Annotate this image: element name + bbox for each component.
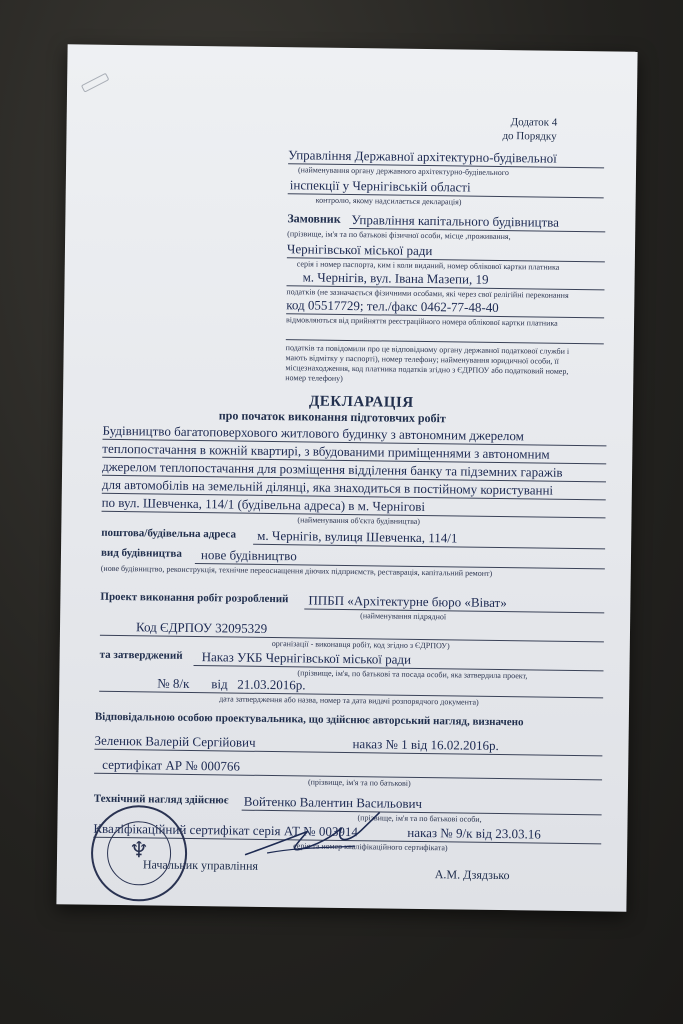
project-value: ППБП «Архітектурне бюро «Віват»	[308, 592, 507, 611]
customer-note-5b: мають відмітку у паспорті), номер телефону; найменування юридичної особи, її	[285, 353, 559, 366]
technical-order: наказ № 9/к від 23.03.16	[407, 824, 541, 842]
customer-note-5c: місцезнаходження, код платника податків згідно з ЄДРПОУ або податковий номер,	[285, 363, 569, 376]
customer-value-4: код 05517729; тел./факс 0462-77-48-40	[286, 297, 499, 315]
declaration-title: ДЕКЛАРАЦІЯ	[308, 393, 414, 411]
declaration-subtitle: про початок виконання підготовчих робіт	[218, 408, 446, 426]
address-value: м. Чернігів, вулиця Шевченка, 114/1	[257, 527, 458, 546]
approved-label: та затверджений	[99, 648, 183, 662]
staple	[81, 73, 110, 93]
customer-note-5a: податків та повідомили про це відповідному органу державної податкової служби і	[285, 343, 570, 356]
technical-label: Технічний нагляд здійснює	[93, 792, 229, 807]
supervision-label: Відповідальною особою проектувальника, що здійснює авторський нагляд, визначено	[94, 710, 524, 729]
object-line-3: джерелом теплопостачання для розміщення відділення банку та підземних гаражів	[102, 458, 563, 480]
object-line-4: для автомобілів на земельній ділянці, яка знаходиться в постійному користуванні	[101, 476, 554, 498]
project-note-2: організації - виконавця робіт, код згідно з ЄДРПОУ)	[271, 639, 450, 651]
customer-value-1: Управління капітального будівництва	[351, 212, 560, 230]
appendix-number: Додаток 4	[510, 116, 558, 129]
recipient-line-2: інспекції у Чернігівській області	[289, 177, 471, 195]
order-date: 21.03.2016р.	[237, 676, 306, 693]
declaration-paper	[56, 44, 637, 911]
trident-icon: ♆	[128, 837, 150, 863]
address-label: поштова/будівельна адреса	[101, 526, 237, 541]
approved-value: Наказ УКБ Чернігівської міської ради	[201, 649, 412, 667]
signatory-position: Начальник управління	[142, 857, 259, 873]
construction-type-value: нове будівництво	[200, 547, 297, 564]
recipient-note-2: контролю, якому надсилається декларація)	[315, 195, 462, 207]
order-number: № 8/к	[157, 675, 190, 691]
customer-value-3: м. Чернігів, вул. Івана Мазепи, 19	[302, 269, 489, 287]
supervision-order: наказ № 1 від 16.02.2016р.	[352, 736, 499, 754]
supervision-note: (прізвище, ім'я та по батькові)	[307, 777, 411, 788]
signatory-name: А.М. Дзядзько	[434, 867, 510, 883]
technical-note-2: серія та номер кваліфікаційного сертифіката)	[293, 841, 448, 853]
object-line-1: Будівництво багатоповерхового житлового будинку з автономним джерелом	[102, 422, 525, 444]
technical-note-1: (прізвище, ім'я та по батькові особи,	[357, 813, 482, 824]
technical-certificate: Кваліфікаційний сертифікат серія АТ № 003914	[93, 820, 358, 840]
customer-value-2: Чернігівської міської ради	[286, 241, 433, 259]
object-note: (найменування об'єкта будівництва)	[297, 515, 421, 526]
recipient-line-1: Управління Державної архітектурно-будівельної	[288, 147, 557, 166]
customer-note-1: (прізвище, ім'я та по батькові фізичної особи, місце ,проживання,	[287, 229, 511, 242]
supervision-name: Зеленюк Валерій Сергійович	[94, 732, 256, 750]
project-note-1: (найменування підрядної	[360, 611, 447, 622]
appendix-order: до Порядку	[502, 130, 557, 143]
project-code: Код ЄДРПОУ 32095329	[135, 619, 268, 636]
customer-label: Замовник	[287, 211, 341, 226]
handwritten-signature	[237, 807, 388, 869]
customer-note-2: серія і номер паспорта, ким і коли виданий, номер облікової картки платника	[296, 259, 560, 272]
project-note-4: дата затвердження або назва, номер та дата видачі розпорядчого документа)	[219, 694, 479, 707]
official-stamp	[90, 805, 187, 902]
object-line-5: по вул. Шевченка, 114/1 (будівельна адреса) в м. Чернігові	[101, 494, 426, 515]
order-from: від	[211, 676, 228, 692]
supervision-certificate: сертифікат АР № 000766	[102, 756, 241, 774]
construction-type-note: (нове будівництво, реконструкція, технічне переоснащення діючих підприємств, реставрація, капітальний ремонт)	[100, 563, 493, 578]
project-note-3: (прізвище, ім'я, по батькові та посада особи, яка затвердила проект,	[297, 668, 528, 681]
technical-name: Войтенко Валентин Васильович	[243, 793, 423, 812]
rule	[94, 749, 602, 757]
customer-note-3: податків (не зазначається фізичними особами, які через свої релігійні переконання	[286, 287, 569, 300]
project-label: Проект виконання робіт розроблений	[100, 590, 289, 606]
customer-note-4: відмовляються від прийняття реєстраційного номера облікової картки платника	[286, 315, 558, 328]
construction-type-label: вид будівництва	[100, 546, 182, 560]
customer-note-5d: номер телефону)	[285, 373, 343, 383]
recipient-note-1: (найменування органу державного архітектурно-будівельного	[297, 165, 509, 178]
object-line-2: теплопостачання в кожній квартирі, з вбудованими приміщеннями з автономним	[102, 440, 550, 462]
